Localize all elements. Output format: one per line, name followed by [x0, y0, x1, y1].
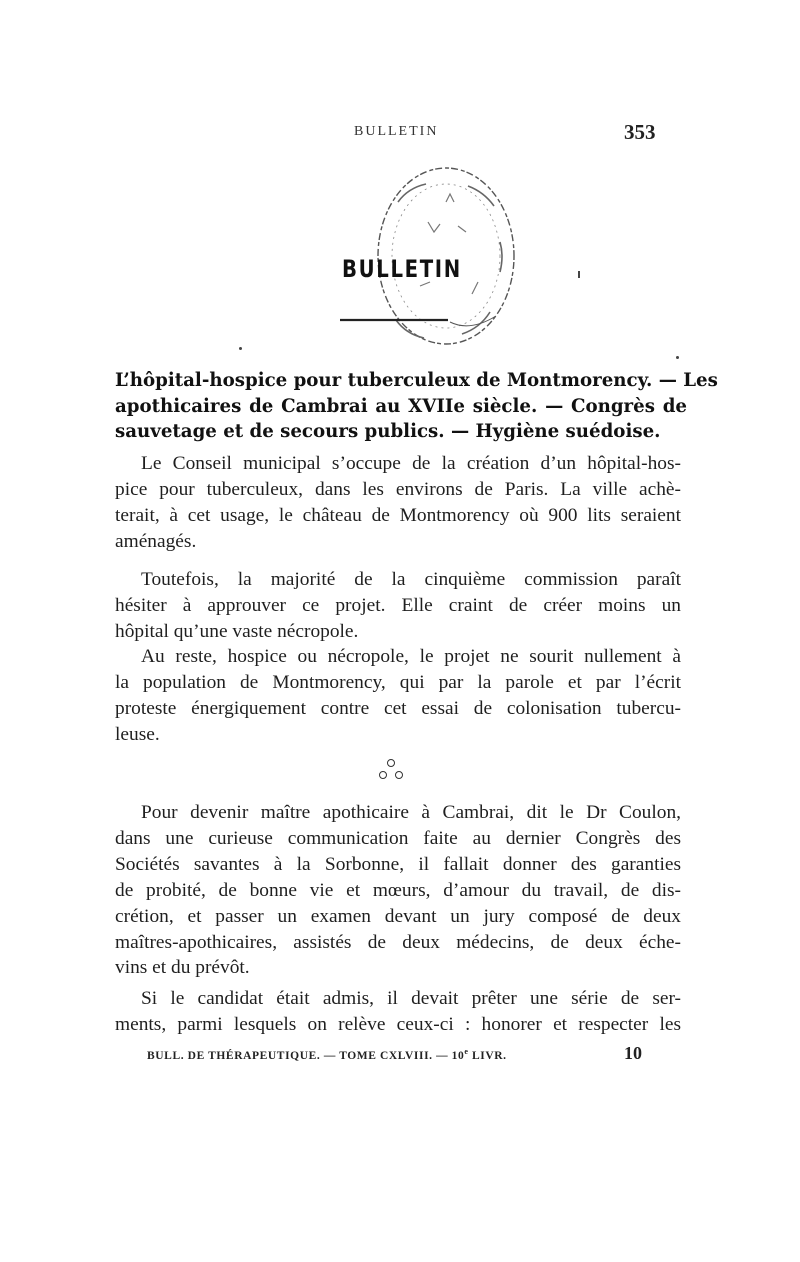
text-line: de probité, de bonne vie et mœurs, d’amour du travail, de dis- [115, 879, 681, 901]
text-line: hôpital qu’une vaste nécropole. [115, 620, 359, 642]
dot-mark [676, 356, 679, 359]
text-line: Le Conseil municipal s’occupe de la création d’un hôpital-hos- [141, 453, 681, 474]
signature-mark: 10 [624, 1043, 642, 1063]
text-line: Pour devenir maître apothicaire à Cambrai, dit le Dr Coulon, [141, 802, 681, 823]
running-head [0, 120, 800, 148]
text-line: ments, parmi lesquels on relève ceux-ci : honorer et respecter les [115, 1013, 681, 1035]
text-line: vins et du prévôt. [115, 957, 250, 979]
dot-mark [239, 347, 242, 350]
stamp-word: BULLETIN [342, 255, 462, 283]
text-line: proteste énergiquement contre cet essai de colonisation tubercu- [115, 697, 681, 719]
text-line: la population de Montmorency, qui par la parole et par l’écrit [115, 671, 681, 693]
text-line: leuse. [115, 723, 160, 745]
text-line: Sociétés savantes à la Sorbonne, il fallait donner des garanties [115, 853, 681, 875]
page-number: 353 [624, 120, 656, 144]
footer-text-a: BULL. DE THÉRAPEUTIQUE. — TOME CXLVIII. — 10 [147, 1049, 465, 1062]
footer-sup: e [464, 1047, 469, 1056]
page-footer [0, 1045, 800, 1069]
paragraph [115, 986, 681, 1038]
paragraph [115, 567, 681, 645]
paragraph [115, 451, 681, 555]
paragraph [115, 644, 681, 748]
dot-mark [578, 271, 580, 278]
text-line: dans une curieuse communication faite au dernier Congrès des [115, 827, 681, 849]
headline-line: L’hôpital-hospice pour tuberculeux de Montmorency. — Les [115, 370, 718, 391]
text-line: crétion, et passer un examen devant un jury composé de deux [115, 905, 681, 927]
paragraph [115, 800, 681, 981]
text-line: Si le candidat était admis, il devait prêter une série de ser- [141, 988, 681, 1009]
text-line: hésiter à approuver ce projet. Elle craint de créer moins un [115, 594, 681, 616]
text-line: pice pour tuberculeux, dans les environs de Paris. La ville achè- [115, 478, 681, 500]
text-line: Toutefois, la majorité de la cinquième commission paraît [141, 569, 681, 590]
text-line: aménagés. [115, 530, 197, 552]
article-headline [115, 368, 718, 445]
section-separator-icon [377, 758, 407, 784]
library-stamp [328, 162, 518, 358]
footer-text-b: LIVR. [468, 1049, 507, 1062]
running-title: BULLETIN [354, 124, 439, 139]
headline-line: sauvetage et de secours publics. — Hygiène suédoise. [115, 421, 661, 442]
text-line: maîtres-apothicaires, assistés de deux médecins, de deux éche- [115, 931, 681, 953]
footer-text [147, 1047, 507, 1062]
text-line: terait, à cet usage, le château de Montmorency où 900 lits seraient [115, 504, 681, 526]
headline-line: apothicaires de Cambrai au XVIIe siècle. — Congrès de [115, 395, 687, 417]
text-line: Au reste, hospice ou nécropole, le projet ne sourit nullement à [141, 646, 681, 667]
